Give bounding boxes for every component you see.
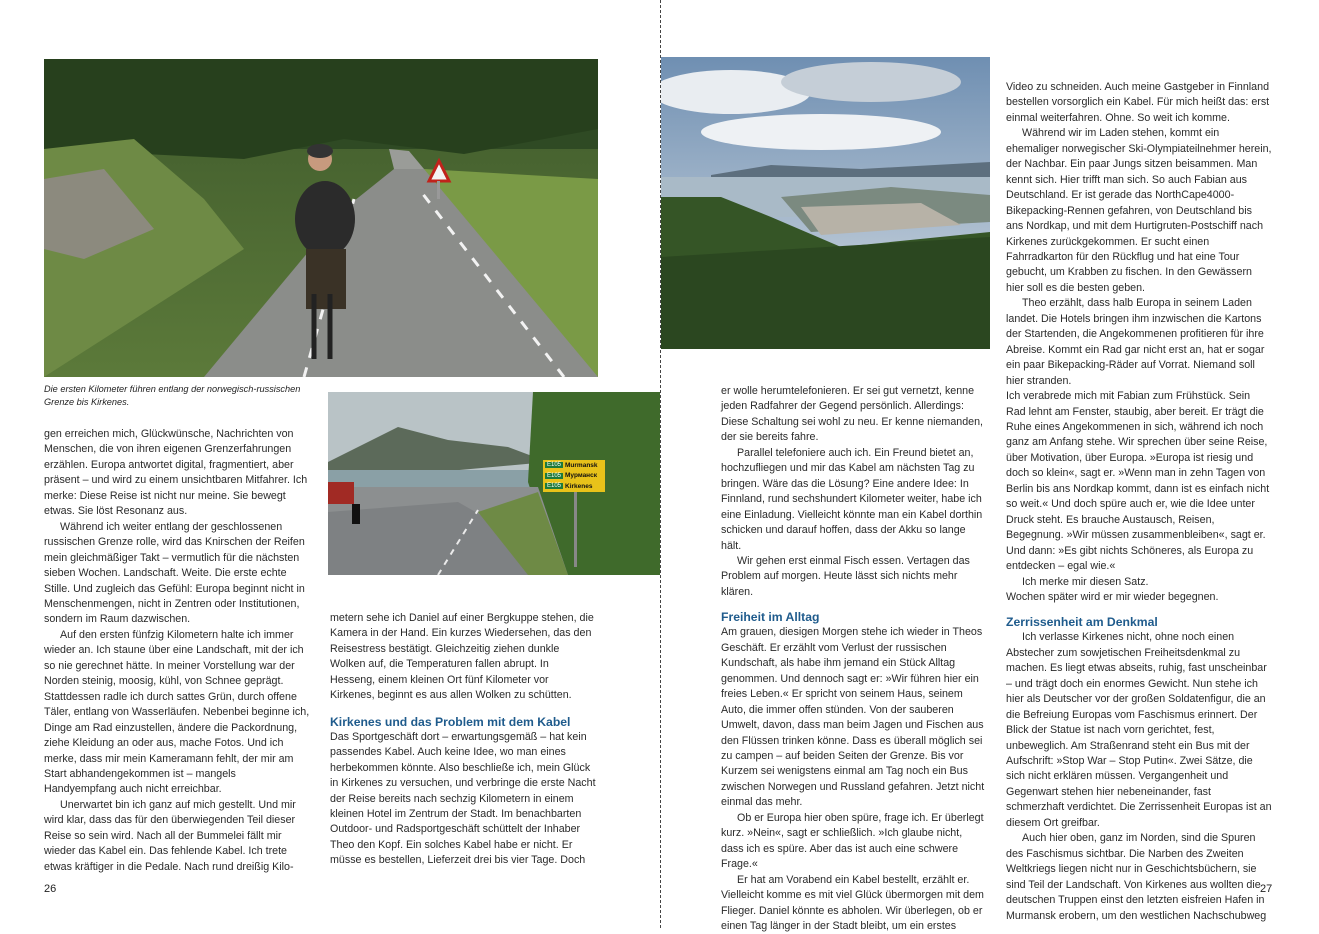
page-number-left: 26 [44,883,57,895]
paragraph: Während ich weiter entlang der geschlossenen russischen Grenze rolle, wird das Knirschen der Reifen mein gleichmäßiger Takt – vermutlich für die nächsten sieben Wochen. Landschaft. Weite. Die erste echte Stille. Und zugleich das Gefühl: Europa beginnt nicht in Menschenmengen, nicht in Zentren oder Institutionen, sondern im Raum dazwischen. [44,520,305,626]
paragraph: Auf den ersten fünfzig Kilometern halte ich immer wieder an. Ich staune über eine Landschaft, mit der ich so nie gerechnet hätte. In meiner Vorstellung war der Norden steinig, moosig, kühl, von Schnee geprägt. Stattdessen radle ich durch sattes Grün, durch offene Täler, entlang von Wasserläufen. Nebenbei beginne ich, Dinge am Rad einzustellen, ändere die Packordnung, ziehe Kleidung an oder aus, mache Fotos. Und ich merke, dass mir mein Kameramann fehlt, der mir am Start abhandengekommen ist – mangels Handyempfang auch nicht erreichbar. [44,628,310,796]
destination: Kirkenes [565,482,593,490]
left-page-column-1 [44,427,310,875]
paragraph: Ich verlasse Kirkenes nicht, ohne noch einen Abstecher zum sowjetischen Freiheitsdenkmal zu machen. Es liegt etwas abseits, ruhig, fast unscheinbar – und trägt doch ein enormes Gewicht. Nun stehe ich hier als Deutscher vor der großen Soldatenfigur, die an die Befreiung Europas vom Faschismus erinnert. Der Blick der Statue ist nach vorn gerichtet, fest, unbeweglich. Am Straßenrand steht ein Bus mit der Aufschrift: »Stop War – Stop Putin«. Zwei Sätze, die sich nicht erklären müssen. Vergangenheit und Gegenwart stehen hier nebeneinander, fast schmerzhaft verdichtet. Die Zerrissenheit Europas ist an diesem Ort greifbar. [1006,631,1272,829]
destination: Мурманск [565,472,597,480]
section-heading: Freiheit im Alltag [721,610,820,625]
section-heading: Zerrissenheit am Denkmal [1006,615,1158,630]
paragraph: Während wir im Laden stehen, kommt ein ehemaliger norwegischer Ski-Olympiateilnehmer herein, der Nachbar. Ein paar Jungs sitzen beisammen. Man kennt sich. Hier trifft man sich. So auch Fabian aus Deutschland. Er ist gerade das NorthCape4000-Bikepacking-Rennen gefahren, von Deutschland bis ans Nordkap, und mit dem Hurtigruten-Postschiff nach Kirkenes zurückgekommen. Er sucht einen Fahrradkarton für den Rückflug und hat eine Tour gebucht, um Krabben zu fischen. In den Gewässern hier soll es die besten geben. [1006,127,1272,294]
paragraph: Wochen später wird er mir wieder begegnen. [1006,590,1219,603]
paragraph: Unerwartet bin ich ganz auf mich gestellt. Und mir wird klar, dass das für den überwiegenden Teil dieser Reise so sein wird. Nach all der Bummelei fällt mir wieder das Kabel ein. Das fehlende Kabel. Ich trete etwas kräftiger in die Pedale. Nach rund dreißig Kilo- [44,798,296,873]
road-sign-photo [328,392,660,575]
paragraph: Video zu schneiden. Auch meine Gastgeber in Finnland bestellen vorsorglich ein Kabel. Für mich heißt das: erst einmal weiterfahren. Ohne. So weit ich komme. [1006,81,1270,124]
left-page-column-2 [330,611,596,869]
road-sign [543,460,605,492]
paragraph: Auch hier oben, ganz im Norden, sind die Spuren des Faschismus sichtbar. Die Narben des Zweiten Weltkriegs liegen nicht nur in Geschichtsbüchern, sie sind Teil der Landschaft. Von Kirkenes aus wollten die deutschen Truppen einst den letzten eisfreien Hafen in Murmansk erobern, um den westlichen Nachschubweg [1006,832,1267,922]
paragraph: er wolle herumtelefonieren. Er sei gut vernetzt, kenne jeden Radfahrer der Gegend persönlich. Allerdings: Diese Schaltung sei wohl zu neu. Er kenne niemanden, der sie bereits fahre. [721,385,984,444]
route-number: E105 [547,472,562,479]
cyclist-road-photo [44,59,598,377]
kirkenes-panorama-photo [661,57,990,349]
paragraph: gen erreichen mich, Glückwünsche, Nachrichten von Menschen, die von ihren eigenen Grenzerfahrungen erzählen. Europa antwortet digital, fragmentiert, aber präsent – und wird zu einem unsichtbaren Mitfahrer. Ich merke: Diese Reise ist nicht nur meine. Sie bewegt etwas. Sie löst Resonanz aus. [44,428,308,518]
page-number-right: 27 [1260,883,1273,895]
route-number: E105 [547,483,562,490]
right-page-column-2 [1006,80,1272,924]
road-sign-row [543,460,605,471]
right-page-column-1 [721,384,985,934]
paragraph: Wir gehen erst einmal Fisch essen. Vertagen das Problem auf morgen. Heute lässt sich nichts mehr klären. [721,554,970,598]
paragraph: Ich verabrede mich mit Fabian zum Frühstück. Sein Rad lehnt am Fenster, staubig, aber bereit. Er trägt die Ruhe eines Angekommenen in sich, während ich noch ganz am Anfang stehe. Wir sprechen über seine Reise, über Motivation, über Europa. »Europa ist riesig und doch so klein«, sagt er. »Wenn man in zehn Tagen von Berlin bis ans Nordkap kommt, dann ist es einfach nicht so weit.« Und doch spüre auch er, wie die Idee unter Druck steht. Es brauche Austausch, Reisen, Begegnung. »Wir müssen zusammenbleiben«, sagt er. Und dann: »Es gibt nichts Schöneres, als Europa zu entdecken – egal wie.« [1006,390,1270,573]
paragraph: Ich merke mir diesen Satz. [1022,575,1149,588]
paragraph: Das Sportgeschäft dort – erwartungsgemäß – hat kein passendes Kabel. Auch keine Idee, wo man eines herbekommen könnte. Also beschließe ich, mein Glück in Kirkenes zu versuchen, und verbringe die erste Nacht der Reise bereits nach sechzig Kilometern in einem kleinen Hotel im Zentrum der Stadt. Im benachbarten Outdoor- und Radsportgeschäft schüttelt der Inhaber Theo den Kopf. Ein solches Kabel habe er nicht. Er müsse es bestellen, Lieferzeit drei bis vier Tage. Doch [330,730,596,867]
paragraph: Am grauen, diesigen Morgen stehe ich wieder in Theos Geschäft. Er erzählt vom Verlust der russischen Kundschaft, als habe ihm jemand ein Stück Alltag genommen. Und dennoch sagt er: »Wir führen hier ein freies Leben.« Er spricht von seinem Haus, seinem Auto, die immer offen stünden. Von der sauberen Umwelt, davon, dass man beim Jagen und Fischen aus den Flüssen trinken könne. Dass es überall möglich sei zu campen – auf beiden Seiten der Grenze. Bis vor Kurzem sei wenigstens einmal am Tag noch ein Bus zwischen Norwegen und Russland gefahren. Jetzt nicht einmal das mehr. [721,626,985,809]
road-sign-row [543,471,605,482]
destination: Murmansk [565,461,598,469]
route-number: E105 [547,462,562,469]
paragraph: metern sehe ich Daniel auf einer Bergkuppe stehen, die Kamera in der Hand. Ein kurzes Wiedersehen, das den Reisestress bestätigt. Gleichzeitig ziehen dunkle Wolken auf, die Temperaturen fallen abrupt. In Hesseng, einem kleinen Ort fünf Kilometer vor Kirkenes, beginnt es aus allen Wolken zu schütten. [330,612,594,702]
paragraph: Er hat am Vorabend ein Kabel bestellt, erzählt er. Vielleicht komme es mit viel Glück übermorgen mit dem Flieger. Daniel könnte es abholen. Wir überlegen, ob er einen Tag länger in der Stadt bleibt, um ein erstes [721,873,984,932]
paragraph: Theo erzählt, dass halb Europa in seinem Laden landet. Die Hotels bringen ihm inzwischen die Kartons der Startenden, die Angekommenen profitieren für ihre Abreise. Kommt ein Rad gar nicht erst an, hat er sogar ein paar Bikepacking-Räder auf Vorrat. Niemand soll hier stranden. [1006,297,1265,387]
section-heading: Kirkenes und das Problem mit dem Kabel [330,714,571,729]
paragraph: Ob er Europa hier oben spüre, frage ich. Er überlegt kurz. »Nein«, sagt er schließlich. »Ich glaube nicht, dass ich es spüre. Aber das ist auch eine schwere Frage.« [721,811,984,871]
paragraph: Parallel telefoniere auch ich. Ein Freund bietet an, hochzufliegen und mir das Kabel am nächsten Tag zu bringen. Wäre das die Lösung? Eine andere Idee: In Finnland, rund sechshundert Kilometer weiter, habe ich eine Einladung. Vielleicht könnte man ein Kabel dorthin schicken und darauf hoffen, dass der Akku so lange hält. [721,446,983,552]
photo-caption: Die ersten Kilometer führen entlang der norwegisch-russischen Grenze bis Kirkenes. [44,384,301,407]
road-sign-row [543,481,605,492]
